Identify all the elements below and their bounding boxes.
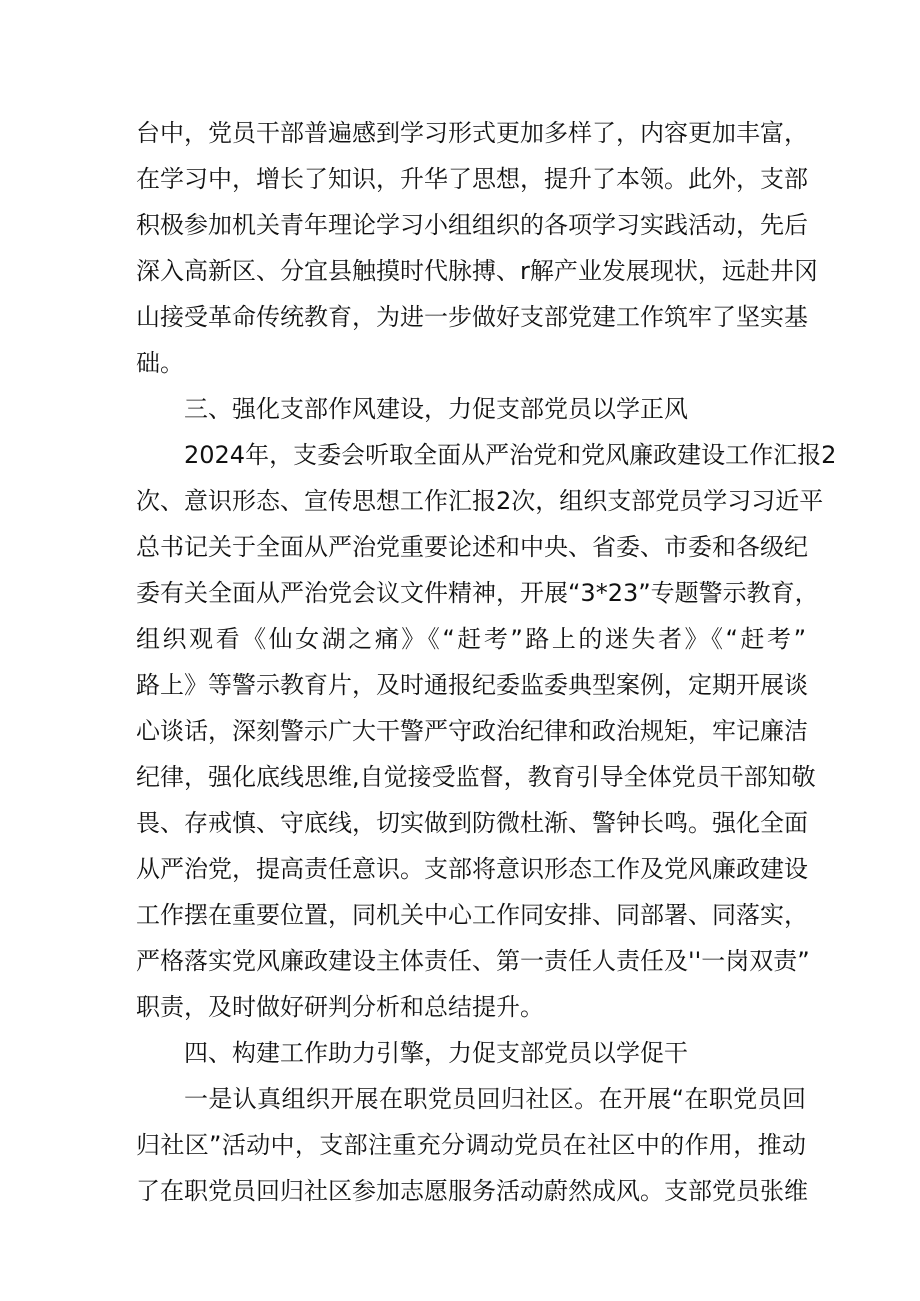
section-heading: 四、构建工作助力引擎，力促支部党员以学促干 — [184, 1039, 688, 1067]
body-line: 了在职党员回归社区参加志愿服务活动蔚然成风。支部党员张维 — [136, 1177, 808, 1205]
body-line: 从严治党，提高责任意识。支部将意识形态工作及党风廉政建设 — [136, 855, 808, 883]
body-line: 归社区”活动中，支部注重充分调动党员在社区中的作用，推动 — [136, 1131, 806, 1159]
body-line: 础。 — [136, 349, 184, 377]
body-line: 2024年，支委会听取全面从严治党和党风廉政建设工作汇报2 — [184, 441, 837, 469]
body-line: 一是认真组织开展在职党员回归社区。在开展“在职党员回 — [184, 1085, 806, 1113]
body-line: 职责，及时做好研判分析和总结提升。 — [136, 993, 544, 1021]
body-line: 在学习中，增长了知识，升华了思想，提升了本领。此外，支部 — [136, 165, 808, 193]
body-line: 工作摆在重要位置，同机关中心工作同安排、同部署、同落实， — [136, 901, 808, 929]
body-line: 总书记关于全面从严治党重要论述和中央、省委、市委和各级纪 — [136, 533, 808, 561]
body-line: 路上》等警示教育片，及时通报纪委监委典型案例，定期开展谈 — [136, 671, 808, 699]
document-body — [136, 110, 837, 1214]
body-line: 深入高新区、分宜县触摸时代脉搏、r解产业发展现状，远赴井冈 — [136, 257, 818, 285]
body-line: 委有关全面从严治党会议文件精神，开展“3*23”专题警示教育， — [136, 579, 819, 607]
body-line: 积极参加机关青年理论学习小组组织的各项学习实践活动，先后 — [136, 211, 808, 239]
body-line: 畏、存戒慎、守底线，切实做到防微杜渐、警钟长鸣。强化全面 — [136, 809, 808, 837]
body-line: 严格落实党风廉政建设主体责任、第一责任人责任及''一岗双责” — [136, 947, 810, 975]
section-heading: 三、强化支部作风建设，力促支部党员以学正风 — [184, 395, 688, 423]
body-line: 纪律，强化底线思维,自觉接受监督，教育引导全体党员干部知敬 — [136, 763, 816, 791]
body-line: 台中，党员干部普遍感到学习形式更加多样了，内容更加丰富， — [136, 119, 808, 147]
body-line: 山接受革命传统教育，为进一步做好支部党建工作筑牢了坚实基 — [136, 303, 808, 331]
body-line: 次、意识形态、宣传思想工作汇报2次，组织支部党员学习习近平 — [136, 487, 824, 515]
body-line: 组织观看《仙女湖之痛》《“赶考”路上的迷失者》《“赶考” — [136, 625, 806, 653]
body-line: 心谈话，深刻警示广大干警严守政治纪律和政治规矩，牢记廉洁 — [136, 717, 808, 745]
